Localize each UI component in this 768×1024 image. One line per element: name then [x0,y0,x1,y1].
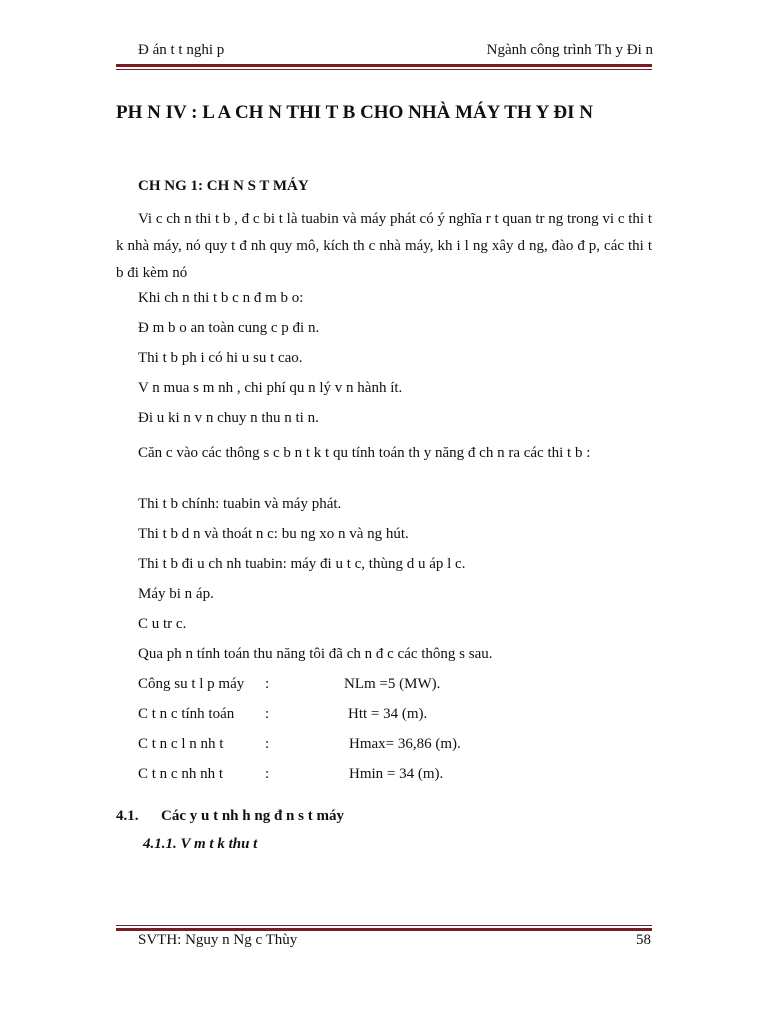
equipment-item: Thi t b đi u ch nh tuabin: máy đi u t c, thùng d u áp l c. [138,556,466,572]
basis-paragraph: Căn c vào các thông s c b n t k t qu tính toán th y năng đ ch n ra các thi t b : [138,445,591,461]
parameter-colon: : [265,766,270,782]
section-number: 4.1. [116,808,139,824]
section-title: Các y u t nh h ng đ n s t máy [161,808,344,824]
parameter-value: Hmin = 34 (m). [349,766,444,782]
header-right-text: Ngành công trình Th y Đi n [486,42,653,58]
footer-author: SVTH: Nguy n Ng c Thùy [138,932,298,948]
footer-rule-thick [116,928,652,931]
requirement-item: Đi u ki n v n chuy n thu n ti n. [138,410,319,426]
chapter-title: CH NG 1: CH N S T MÁY [138,178,309,194]
page-number: 58 [636,932,651,948]
equipment-item: Máy bi n áp. [138,586,214,602]
parameter-colon: : [265,706,270,722]
intro-paragraph: Vi c ch n thi t b , đ c bi t là tuabin và máy phát có ý nghĩa r t quan tr ng trong vi c thi t k nhà máy, nó quy t đ nh quy mô, kích th c nhà máy, kh i l ng xây d ng, đào đ p, các thi t b đi kèm nó [116,211,652,281]
parameter-row [138,766,638,786]
parameter-row [138,736,638,756]
header-rule-thin [116,69,652,70]
requirement-item: V n mua s m nh , chi phí qu n lý v n hành ít. [138,380,403,396]
requirements-intro: Khi ch n thi t b c n đ m b o: [138,290,304,306]
parameter-colon: : [265,676,270,692]
parameter-colon: : [265,736,270,752]
equipment-item: C u tr c. [138,616,187,632]
results-intro: Qua ph n tính toán thu năng tôi đã ch n đ c các thông s sau. [138,646,493,662]
part-title: PH N IV : L A CH N THI T B CHO NHÀ MÁY TH Y ĐI N [116,102,594,123]
parameter-row [138,676,638,696]
parameter-row [138,706,638,726]
parameter-value: Htt = 34 (m). [348,706,428,722]
subsection-title: 4.1.1. V m t k thu t [143,836,258,852]
equipment-item: Thi t b d n và thoát n c: bu ng xo n và ng hút. [138,526,409,542]
equipment-item: Thi t b chính: tuabin và máy phát. [138,496,342,512]
parameter-label: C t n c tính toán [138,706,235,722]
parameter-value: NLm =5 (MW). [344,676,441,692]
parameter-label: C t n c nh nh t [138,766,223,782]
header-rule-thick [116,64,652,67]
header-left-text: Đ án t t nghi p [138,42,225,58]
parameter-value: Hmax= 36,86 (m). [349,736,461,752]
parameter-label: C t n c l n nh t [138,736,224,752]
requirement-item: Đ m b o an toàn cung c p đi n. [138,320,320,336]
requirement-item: Thi t b ph i có hi u su t cao. [138,350,303,366]
parameter-label: Công su t l p máy [138,676,245,692]
footer-rule-thin [116,925,652,926]
